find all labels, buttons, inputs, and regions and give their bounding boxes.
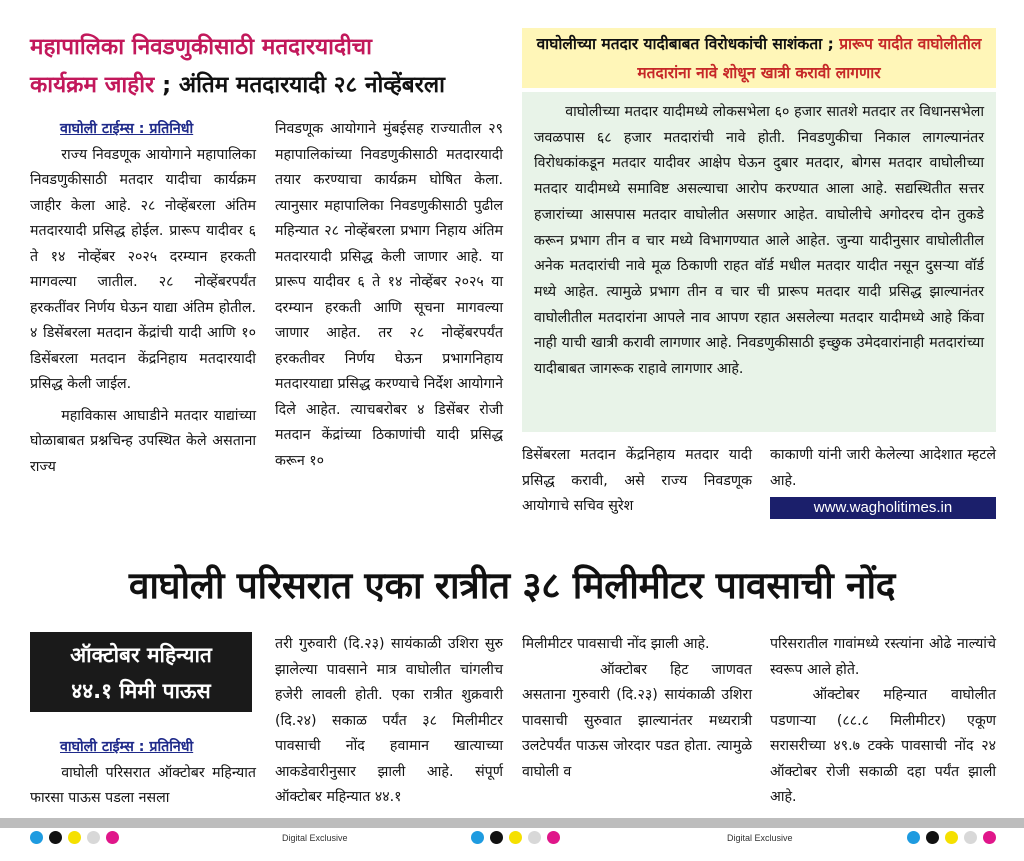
registration-dot xyxy=(49,831,62,844)
registration-dot xyxy=(68,831,81,844)
article3-col2-text: तरी गुरुवारी (दि.२३) सायंकाळी उशिरा सुरु झालेल्या पावसाने मात्र वाघोलीत चांगलीच हजेरी लावली होती. एका रात्रीत शुक्रवारी (दि.२४) सकाळ पर्यंत ३८ मिलीमीटर पावसाची नोंद हवामान खात्याच्या आकडेवारीनुसार झाली आहे. संपूर्ण ऑक्टोबर महिन्यात ४४.१ xyxy=(275,636,503,805)
registration-dot xyxy=(907,831,920,844)
article1-col4-text: काकाणी यांनी जारी केलेल्या आदेशात म्हटले आहे. xyxy=(770,447,996,489)
article1-column-4 xyxy=(770,443,996,494)
registration-dot xyxy=(30,831,43,844)
rainfall-box-line1: ऑक्टोबर महिन्यात xyxy=(70,643,212,667)
article1-headline-rest: ; अंतिम मतदारयादी २८ नोव्हेंबरला xyxy=(154,72,445,98)
article1-col1-paragraph1: राज्य निवडणूक आयोगाने महापालिका निवडणुकीसाठी मतदार यादीचा कार्यक्रम जाहीर केला आहे. २८ नोव्हेंबरला अंतिम मतदारयादी प्रसिद्ध होईल. प्रारूप यादीवर ६ ते १४ नोव्हेंबर २०२५ दरम्यान हरकती मागवल्या जातील. २८ नोव्हेंबरपर्यंत हरकतींवर निर्णय घेऊन याद्या अंतिम होतील. ४ डिसेंबरला मतदान केंद्रांची यादी आणि १० डिसेंबरला मतदान केंद्रनिहाय मतदारयादी प्रसिद्ध केली जाईल. xyxy=(30,146,256,392)
registration-dot xyxy=(945,831,958,844)
article3-col4-paragraph2: ऑक्टोबर महिन्यात वाघोलीत पडणाऱ्या (८८.८ मिलीमीटर) एकूण सरासरीच्या ४९.७ टक्के पावसाची नोंद २४ ऑक्टोबर रोजी सकाळी दहा पर्यंत झाली आहे. xyxy=(770,687,996,805)
article3-col1-text: वाघोली परिसरात ऑक्टोबर महिन्यात फारसा पाऊस पडला नसला xyxy=(30,764,256,806)
article3-headline: वाघोली परिसरात एका रात्रीत ३८ मिलीमीटर पावसाची नोंद xyxy=(128,564,896,607)
article1-headline-pink: कार्यक्रम जाहीर xyxy=(30,72,155,98)
registration-dot xyxy=(471,831,484,844)
registration-dot xyxy=(547,831,560,844)
article1-column-2 xyxy=(275,117,503,474)
registration-dot xyxy=(106,831,119,844)
article3-col4-paragraph1: परिसरातील गावांमध्ये रस्त्यांना ओढे नाल्यांचे स्वरूप आले होते. xyxy=(770,636,996,678)
digital-exclusive-label-left: Digital Exclusive xyxy=(282,833,348,843)
website-banner: www.wagholitimes.in xyxy=(770,497,996,519)
registration-dot xyxy=(528,831,541,844)
registration-dot xyxy=(926,831,939,844)
article3-column-4 xyxy=(770,632,996,811)
article1-headline-line1: महापालिका निवडणुकीसाठी मतदारयादीचा xyxy=(30,34,372,60)
article1-col3-text: डिसेंबरला मतदान केंद्रनिहाय मतदार यादी प्रसिद्ध करावी, असे राज्य निवडणूक आयोगाचे सचिव सुरेश xyxy=(522,447,752,514)
footer-bar xyxy=(0,818,1024,828)
article3-column-2 xyxy=(275,632,503,811)
digital-exclusive-label-right: Digital Exclusive xyxy=(727,833,793,843)
article2-body-box xyxy=(522,92,996,432)
registration-dot xyxy=(490,831,503,844)
article2-headline xyxy=(522,28,996,88)
rainfall-box-line2: ४४.१ मिमी पाऊस xyxy=(71,679,211,703)
article3-byline: वाघोली टाईम्स : प्रतिनिधी xyxy=(60,739,194,755)
registration-dot xyxy=(964,831,977,844)
article3-column-1 xyxy=(30,735,256,812)
article2-headline-part2: प्रारूप यादीत वाघोलीतील मतदारांना नावे शोधून खात्री करावी लागणार xyxy=(637,35,982,82)
article2-body: वाघोलीच्या मतदार यादीमध्ये लोकसभेला ६० हजार सातशे मतदार तर विधानसभेला जवळपास ६८ हजार मतदारांची नावे होती. निवडणुकीचा निकाल लागल्यानंतर विरोधकांकडून मतदार यादीवर आक्षेप घेऊन दुबार मतदार, बोगस मतदार वाघोलीच्या मतदार यादीमध्ये समाविष्ट असल्याचा आरोप करण्यात आला आहे. सद्यस्थितीत सत्तर हजारांच्या आसपास मतदार वाघोलीत असणार आहेत. वाघोलीचे अगोदरच दोन तुकडे करून प्रभाग तीन व चार मध्ये विभागण्यात आले आहेत. जुन्या यादीनुसार वाघोलीतील अनेक मतदारांची नावे मूळ ठिकाणी राहत वॉर्ड मधील मतदार यादीत नसून दुसऱ्या वॉर्ड मध्ये आहेत. त्यामुळे प्रभाग तीन व चार ची प्रारूप मतदार यादी प्रसिद्ध झाल्यानंतर वाघोलीतील मतदारांना आपले नाव आपण रहात असलेल्या मतदार यादीमध्ये आहे किंवा नाही याची खात्री करावी लागणार आहे. निवडणुकीसाठी इच्छुक उमेदवारांनाही मतदारांच्या यादीबाबत जागरूक राहावे लागणार आहे. xyxy=(534,104,984,378)
registration-dot xyxy=(509,831,522,844)
article2-headline-part1: वाघोलीच्या मतदार यादीबाबत विरोधकांची साशंकता ; xyxy=(536,35,840,53)
article1-col1-paragraph2: महाविकास आघाडीने मतदार याद्यांच्या घोळाबाबत प्रश्नचिन्ह उपस्थित केले असताना राज्य xyxy=(30,407,256,475)
rainfall-highlight-box xyxy=(30,632,252,712)
article1-column-1 xyxy=(30,117,256,480)
article1-col2-text: निवडणूक आयोगाने मुंबईसह राज्यातील २९ महापालिकांच्या निवडणुकीसाठी मतदारयादी तयार करण्याचा कार्यक्रम घोषित केला. त्यानुसार महापालिका निवडणुकीसाठी पुढील महिन्यात २८ नोव्हेंबरला प्रभाग निहाय अंतिम मतदारयादी प्रसिद्ध केली जाणार आहे. या प्रारूप यादीवर ६ ते १४ नोव्हेंबर २०२५ या दरम्यान हरकती आणि सूचना मागवल्या जाणार आहेत. तर २८ नोव्हेंबरपर्यंत हरकतीवर निर्णय घेऊन प्रभागनिहाय मतदारयाद्या प्रसिद्ध करण्याचे निर्देश आयोगाने दिले आहेत. त्याचबरोबर ४ डिसेंबर रोजी मतदान केंद्रांच्या ठिकाणांची यादी प्रसिद्ध करून १० xyxy=(275,121,503,469)
registration-dot xyxy=(983,831,996,844)
article1-headline xyxy=(30,28,510,104)
article1-byline: वाघोली टाईम्स : प्रतिनिधी xyxy=(60,121,194,137)
article3-col3-paragraph1: मिलीमीटर पावसाची नोंद झाली आहे. xyxy=(522,636,710,652)
article3-column-3 xyxy=(522,632,752,785)
article3-col3-paragraph2: ऑक्टोबर हिट जाणवत असताना गुरुवारी (दि.२३) सायंकाळी उशिरा पावसाची सुरुवात झाल्यानंतर मध्यरात्री उलटेपर्यंत पाऊस जोरदार पडत होता. त्यामुळे वाघोली व xyxy=(522,661,752,780)
registration-dot xyxy=(87,831,100,844)
article1-column-3 xyxy=(522,443,752,520)
